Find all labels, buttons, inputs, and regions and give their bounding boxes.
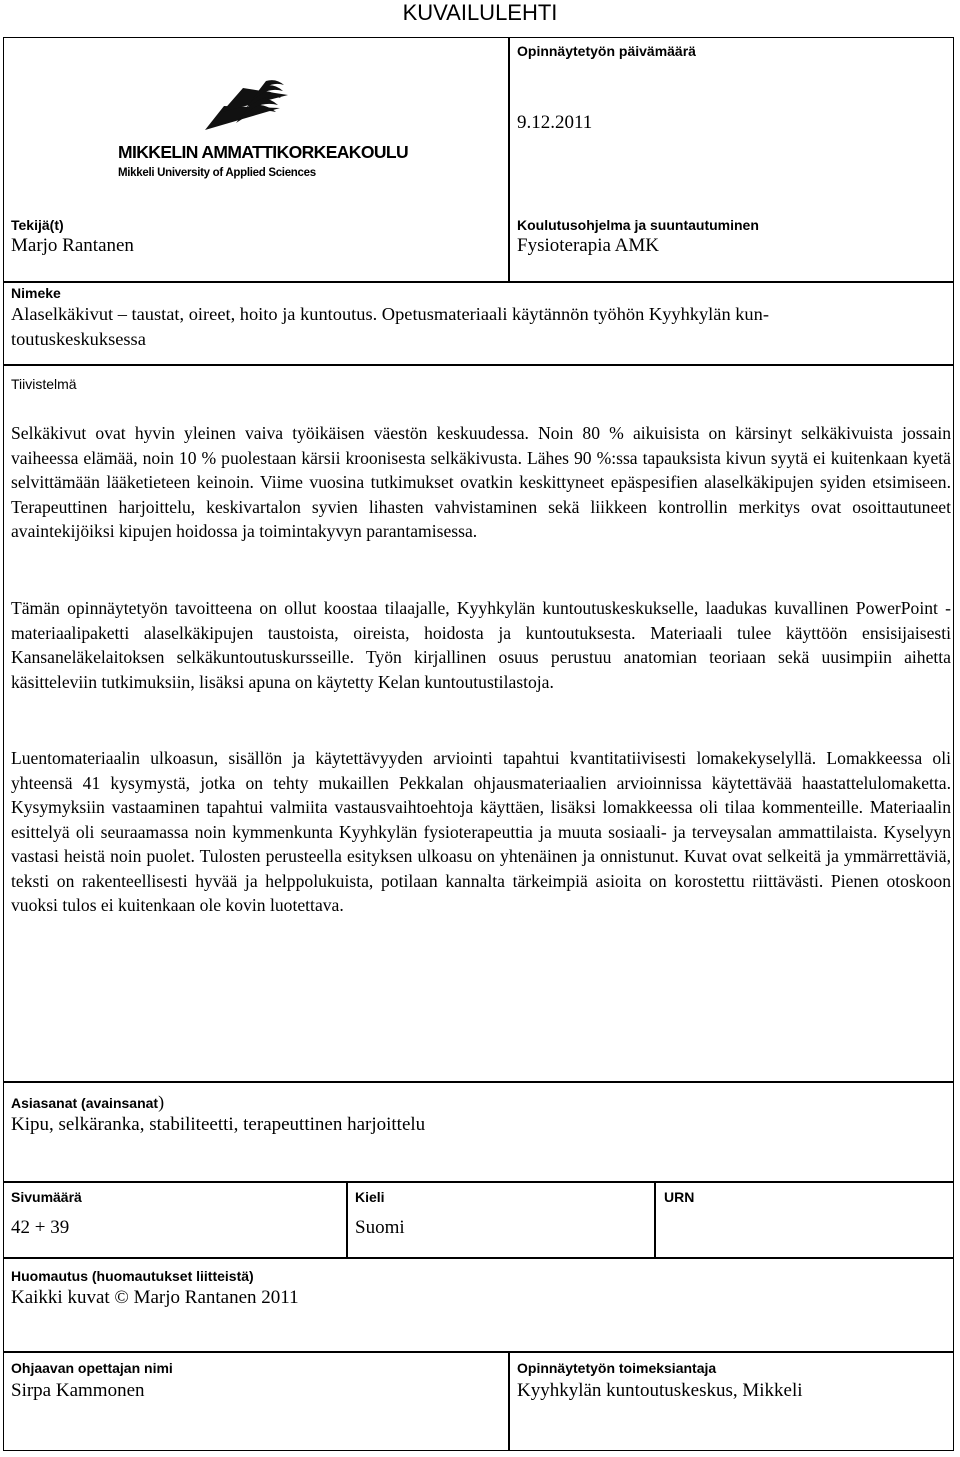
title-value-line1: Alaselkäkivut – taustat, oireet, hoito ja kuntoutus. Opetusmateriaali käytännön työhön Kyyhkylän kun- (11, 304, 769, 324)
document-title: KUVAILULEHTI (402, 0, 558, 25)
divider (508, 1351, 510, 1451)
title-label: Nimeke (11, 285, 61, 301)
urn-label: URN (664, 1189, 695, 1205)
divider (3, 364, 954, 366)
author-label: Tekijä(t) (11, 217, 64, 233)
divider (3, 1351, 954, 1353)
program-value: Fysioterapia AMK (517, 235, 659, 256)
commissioner-value: Kyyhkylän kuntoutuskeskus, Mikkeli (517, 1380, 803, 1401)
divider (3, 281, 954, 283)
divider (3, 1081, 954, 1083)
supervisor-value: Sirpa Kammonen (11, 1380, 145, 1401)
title-value-line2: toutuskeskuksessa (11, 329, 146, 349)
divider (508, 37, 510, 282)
divider (3, 1257, 954, 1259)
abstract-paragraph: Luentomateriaalin ulkoasun, sisällön ja käytettävyyden arviointi tapahtui kvantitatiivisesti lomakekyselyllä. Lomakkeessa oli yhteensä 41 kysymystä, jotka on tehty mukaillen Pekkalan ohjausmateriaalien arvioinnissa käytettävää haastattelulomaketta. Kysymyksiin vastaaminen tapahtui valmiita vastausvaihtoehtoja käyttäen, lisäksi lomakkeessa oli tilaa kommenteille. Materiaalin esittelyä oli seuraamassa noin kymmenkunta Kyyhkylän fysioterapeuttia ja muuta sosiaali- ja terveysalan ammattilaista. Kyselyyn vastasi heistä noin puolet. Tulosten perusteella esityksen ulkoasu on yhtenäinen ja onnistunut. Kuvat ovat selkeitä ja ymmärrettäviä, teksti on rakenteellisesti hyvää ja helppolukuista, potilaan kannalta tärkeimpiä asioita on korostettu riittävästi. Pienen otoskoon vuoksi tulos ei kuitenkaan ole kovin luotettava. (11, 748, 951, 915)
pages-value: 42 + 39 (11, 1217, 70, 1238)
supervisor-label: Ohjaavan opettajan nimi (11, 1360, 173, 1376)
language-value: Suomi (355, 1217, 405, 1238)
abstract-label: Tiivistelmä (11, 376, 77, 392)
notes-label: Huomautus (huomautukset liitteistä) (11, 1268, 254, 1284)
pages-label: Sivumäärä (11, 1189, 82, 1205)
divider (346, 1181, 348, 1257)
program-label: Koulutusohjelma ja suuntautuminen (517, 217, 759, 233)
author-value: Marjo Rantanen (11, 235, 134, 256)
commissioner-label: Opinnäytetyön toimeksiantaja (517, 1360, 717, 1376)
keywords-label (11, 1094, 164, 1111)
logo-subtitle: Mikkeli University of Applied Sciences (118, 167, 316, 179)
divider (654, 1181, 656, 1257)
abstract-paragraph: Tämän opinnäytetyön tavoitteena on ollut koostaa tilaajalle, Kyyhkylän kuntoutuskeskukselle, laadukas kuvallinen PowerPoint -materiaalipaketti alaselkäkipujen taustoista, oireista, hoidosta ja kuntoutuksesta. Materiaali tulee käyttöön ensisijaisesti Kansaneläkelaitoksen selkäkuntoutuskursseille. Työn kirjallinen osuus perustuu anatomian teoriaan sekä uusimpiin aihetta käsitteleviin tutkimuksiin, lisäksi apuna on käytetty Kelan kuntoutustilastoja. (11, 598, 951, 692)
notes-value: Kaikki kuvat © Marjo Rantanen 2011 (11, 1287, 299, 1308)
date-value: 9.12.2011 (517, 112, 593, 133)
keywords-label-paren: ) (158, 1092, 165, 1112)
keywords-label-text: Asiasanat (avainsanat (11, 1095, 159, 1111)
abstract-paragraph: Selkäkivut ovat hyvin yleinen vaiva työikäisen väestön keskuudessa. Noin 80 % aikuisista on kärsinyt selkäkivuista jossain vaiheessa elämää, noin 10 % puolestaan kärsii kroonisesta selkäkivusta. Lähes 90 %:ssa tapauksista kivun syytä ei kuitenkaan kyetä selvittämään lääketieteen keinoin. Viime vuosina tutkimukset ovatkin keskittyneet epäspesifien alaselkäkipujen syiden etsimiseen. Terapeuttinen harjoittelu, keskivartalon syvien lihasten vahvistaminen sekä liikkeen kontrollin merkitys ovat osoittautuneet avaintekijöiksi kipujen hoidossa ja toimintakyvyn parantamisessa. (11, 423, 951, 541)
date-label: Opinnäytetyön päivämäärä (517, 43, 696, 59)
divider (3, 1181, 954, 1183)
logo-name: MIKKELIN AMMATTIKORKEAKOULU (118, 142, 409, 162)
form-frame (3, 37, 954, 1451)
language-label: Kieli (355, 1189, 385, 1205)
keywords-value: Kipu, selkäranka, stabiliteetti, terapeuttinen harjoittelu (11, 1114, 426, 1135)
mamk-logo (118, 78, 409, 184)
